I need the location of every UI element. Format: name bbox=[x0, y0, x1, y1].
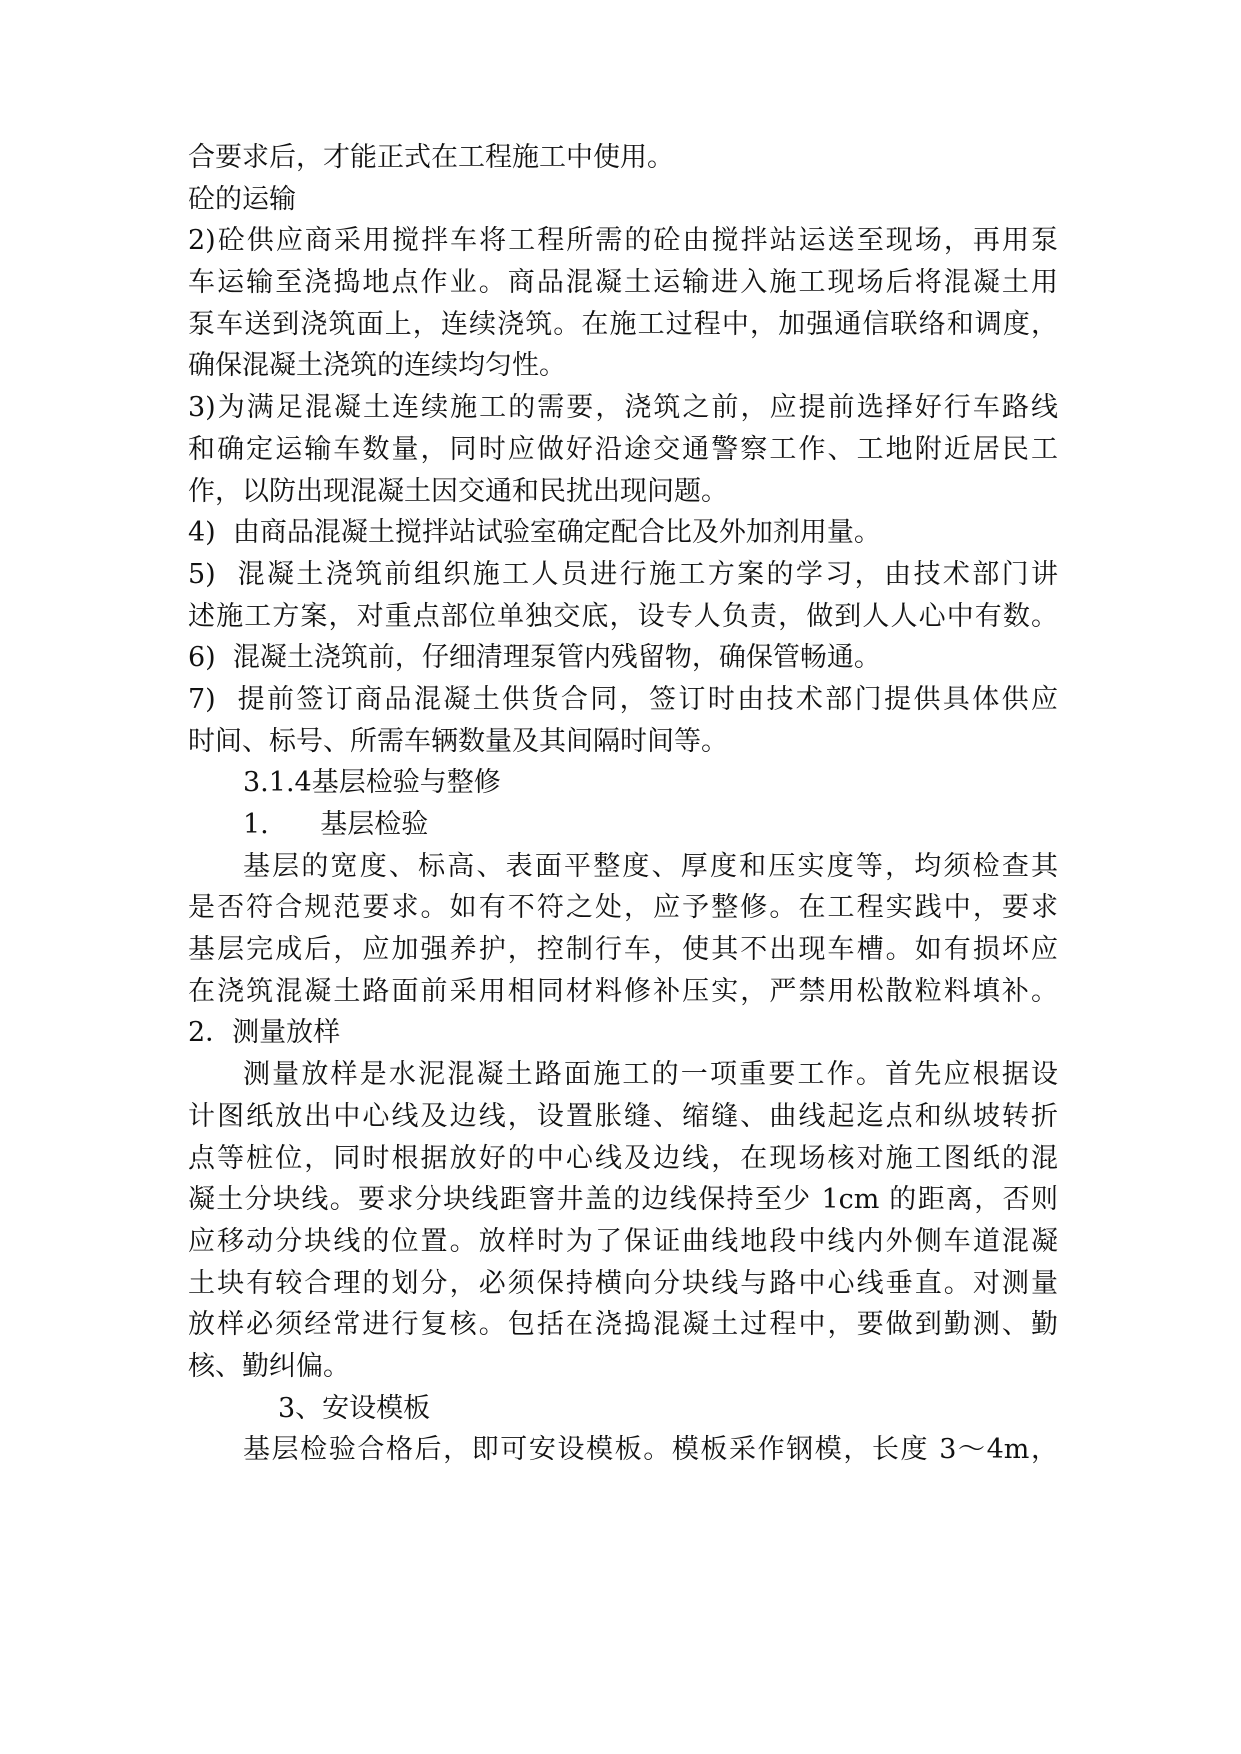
text-line: 计图纸放出中心线及边线，设置胀缝、缩缝、曲线起迄点和纵坡转折 bbox=[188, 1100, 1058, 1132]
text-line: 作，以防出现混凝土因交通和民扰出现问题。 bbox=[188, 475, 728, 507]
text-line: 3、安设模板 bbox=[278, 1392, 431, 1424]
text-line: 3.1.4基层检验与整修 bbox=[243, 767, 501, 799]
text-line: 和确定运输车数量，同时应做好沿途交通警察工作、工地附近居民工 bbox=[188, 433, 1058, 465]
text-line: 2．测量放样 bbox=[188, 1017, 341, 1049]
text-line: 测量放样是水泥混凝土路面施工的一项重要工作。首先应根据设 bbox=[243, 1059, 1058, 1091]
text-line: 凝土分块线。要求分块线距窨井盖的边线保持至少 1cm 的距离，否则 bbox=[188, 1184, 1058, 1216]
text-line: 放样必须经常进行复核。包括在浇捣混凝土过程中，要做到勤测、勤 bbox=[188, 1309, 1058, 1341]
text-line: 应移动分块线的位置。放样时为了保证曲线地段中线内外侧车道混凝 bbox=[188, 1225, 1058, 1257]
text-line: 点等桩位，同时根据放好的中心线及边线，在现场核对施工图纸的混 bbox=[188, 1142, 1058, 1174]
text-line: 时间、标号、所需车辆数量及其间隔时间等。 bbox=[188, 725, 728, 757]
document-body bbox=[188, 137, 1058, 1471]
text-line: 1. 基层检验 bbox=[243, 809, 429, 840]
text-line: 基层完成后，应加强养护，控制行车，使其不出现车槽。如有损坏应 bbox=[188, 934, 1058, 966]
text-line: 述施工方案，对重点部位单独交底，设专人负责，做到人人心中有数。 bbox=[188, 600, 1058, 632]
text-line: 土块有较合理的划分，必须保持横向分块线与路中心线垂直。对测量 bbox=[188, 1267, 1058, 1299]
text-line: 在浇筑混凝土路面前采用相同材料修补压实，严禁用松散粒料填补。 bbox=[188, 975, 1058, 1007]
text-line: 核、勤纠偏。 bbox=[188, 1350, 350, 1382]
text-line: 车运输至浇捣地点作业。商品混凝土运输进入施工现场后将混凝土用 bbox=[188, 267, 1058, 299]
text-line: 4) 由商品混凝土搅拌站试验室确定配合比及外加剂用量。 bbox=[188, 517, 881, 549]
text-line: 基层的宽度、标高、表面平整度、厚度和压实度等，均须检查其 bbox=[243, 850, 1058, 882]
text-line: 3)为满足混凝土连续施工的需要，浇筑之前，应提前选择好行车路线 bbox=[188, 392, 1058, 424]
text-line: 合要求后，才能正式在工程施工中使用。 bbox=[188, 142, 674, 173]
text-line: 2)砼供应商采用搅拌车将工程所需的砼由搅拌站运送至现场，再用泵 bbox=[188, 225, 1058, 257]
text-line: 泵车送到浇筑面上，连续浇筑。在施工过程中，加强通信联络和调度， bbox=[188, 308, 1058, 340]
text-line: 6) 混凝土浇筑前，仔细清理泵管内残留物，确保管畅通。 bbox=[188, 642, 881, 674]
text-line: 砼的运输 bbox=[188, 183, 296, 215]
text-line: 基层检验合格后，即可安设模板。模板采作钢模，长度 3～4m， bbox=[243, 1434, 1058, 1466]
text-line: 5) 混凝土浇筑前组织施工人员进行施工方案的学习，由技术部门讲 bbox=[188, 558, 1058, 590]
text-line: 确保混凝土浇筑的连续均匀性。 bbox=[188, 350, 566, 382]
text-line: 是否符合规范要求。如有不符之处，应予整修。在工程实践中，要求 bbox=[188, 892, 1058, 924]
text-line: 7) 提前签订商品混凝土供货合同，签订时由技术部门提供具体供应 bbox=[188, 683, 1058, 715]
